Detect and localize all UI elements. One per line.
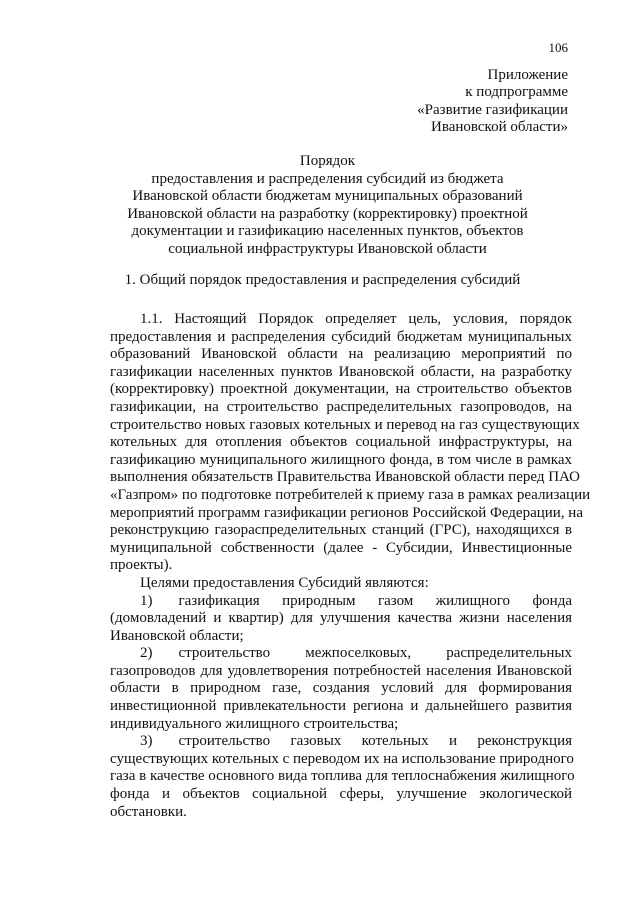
text-line: (корректировку) проектной документации, на строительство объектов bbox=[110, 381, 572, 398]
appendix-header bbox=[348, 67, 568, 137]
paragraph-1-1 bbox=[110, 311, 591, 575]
text-line: мероприятий программ газификации регионов Российской Федерации, на bbox=[110, 504, 583, 521]
appendix-line: «Развитие газификации bbox=[417, 101, 568, 118]
text-line: газа в качестве основного вида топлива для теплоснабжения жилищного bbox=[110, 768, 575, 785]
goals-intro: Целями предоставления Субсидий являются: bbox=[140, 574, 429, 591]
text-line: газопроводов для удовлетворения потребностей населения Ивановской bbox=[110, 662, 572, 679]
title-line: Ивановской области бюджетам муниципальных образований bbox=[132, 188, 523, 205]
goal-item-1-first-line bbox=[110, 593, 572, 611]
text-line: 1.1. Настоящий Порядок определяет цель, условия, порядок bbox=[140, 311, 572, 327]
goal-item-number: 3) bbox=[140, 733, 153, 750]
text-line: обстановки. bbox=[110, 803, 187, 820]
text-line: индивидуального жилищного строительства; bbox=[110, 715, 399, 732]
text-line: выполнения обязательств Правительства Ивановской области перед ПАО bbox=[110, 469, 580, 486]
body-text bbox=[110, 311, 591, 821]
text-line: строительство новых газовых котельных и перевод на газ существующих bbox=[110, 416, 580, 433]
appendix-line: Приложение bbox=[487, 67, 568, 83]
text-line: (домовладений и квартир) для улучшения качества жизни населения bbox=[110, 610, 572, 627]
text-line: образований Ивановской области на реализацию мероприятий по bbox=[110, 346, 572, 363]
title-line: документации и газификацию населенных пунктов, объектов bbox=[131, 223, 524, 240]
appendix-line: Ивановской области» bbox=[431, 119, 568, 136]
goal-item-text: газификация природным газом жилищного фонда bbox=[178, 592, 572, 609]
text-line: Ивановской области; bbox=[110, 627, 244, 644]
title-line: социальной инфраструктуры Ивановской области bbox=[168, 240, 487, 257]
text-line: инвестиционной привлекательности региона и дальнейшего развития bbox=[110, 698, 572, 715]
goals-list bbox=[110, 574, 575, 821]
goal-item-3-first-line bbox=[110, 733, 572, 751]
document-title bbox=[100, 153, 555, 259]
text-line: предоставления и распределения субсидий бюджетам муниципальных bbox=[110, 328, 572, 345]
text-line: фонда и объектов социальной сферы, улучшение экологической bbox=[110, 786, 572, 803]
appendix-line: к подпрограмме bbox=[465, 84, 568, 101]
text-line: проекты). bbox=[110, 557, 173, 574]
title-line: предоставления и распределения субсидий из бюджета bbox=[151, 170, 504, 187]
text-line: газификации, на строительство распределительных газопроводов, на bbox=[110, 398, 572, 415]
text-line: муниципальной собственности (далее - Субсидии, Инвестиционные bbox=[110, 539, 572, 556]
text-line: «Газпром» по подготовке потребителей к приему газа в рамках реализации bbox=[110, 486, 591, 503]
section-heading: 1. Общий порядок предоставления и распределения субсидий bbox=[124, 272, 521, 288]
page-number: 106 bbox=[548, 40, 568, 55]
goal-item-number: 2) bbox=[140, 645, 153, 662]
goal-item-2-first-line bbox=[110, 645, 572, 663]
text-line: котельных для отопления объектов социальной инфраструктуры, на bbox=[110, 434, 572, 451]
text-line: газификацию муниципального жилищного фонда, в том числе в рамках bbox=[110, 451, 572, 468]
text-line: области в природном газе, создания условий для формирования bbox=[110, 680, 572, 697]
title-line: Порядок bbox=[299, 153, 356, 169]
goal-item-text: строительство газовых котельных и реконструкция bbox=[178, 733, 572, 750]
title-line: Ивановской области на разработку (корректировку) проектной bbox=[127, 205, 528, 222]
text-line: газификации населенных пунктов Ивановской области, на разработку bbox=[110, 363, 572, 380]
goal-item-number: 1) bbox=[140, 592, 153, 609]
text-line: реконструкцию газораспределительных станций (ГРС), находящихся в bbox=[110, 522, 572, 539]
goal-item-text: строительство межпоселковых, распределительных bbox=[178, 645, 572, 662]
text-line: существующих котельных с переводом их на использование природного bbox=[110, 750, 574, 767]
